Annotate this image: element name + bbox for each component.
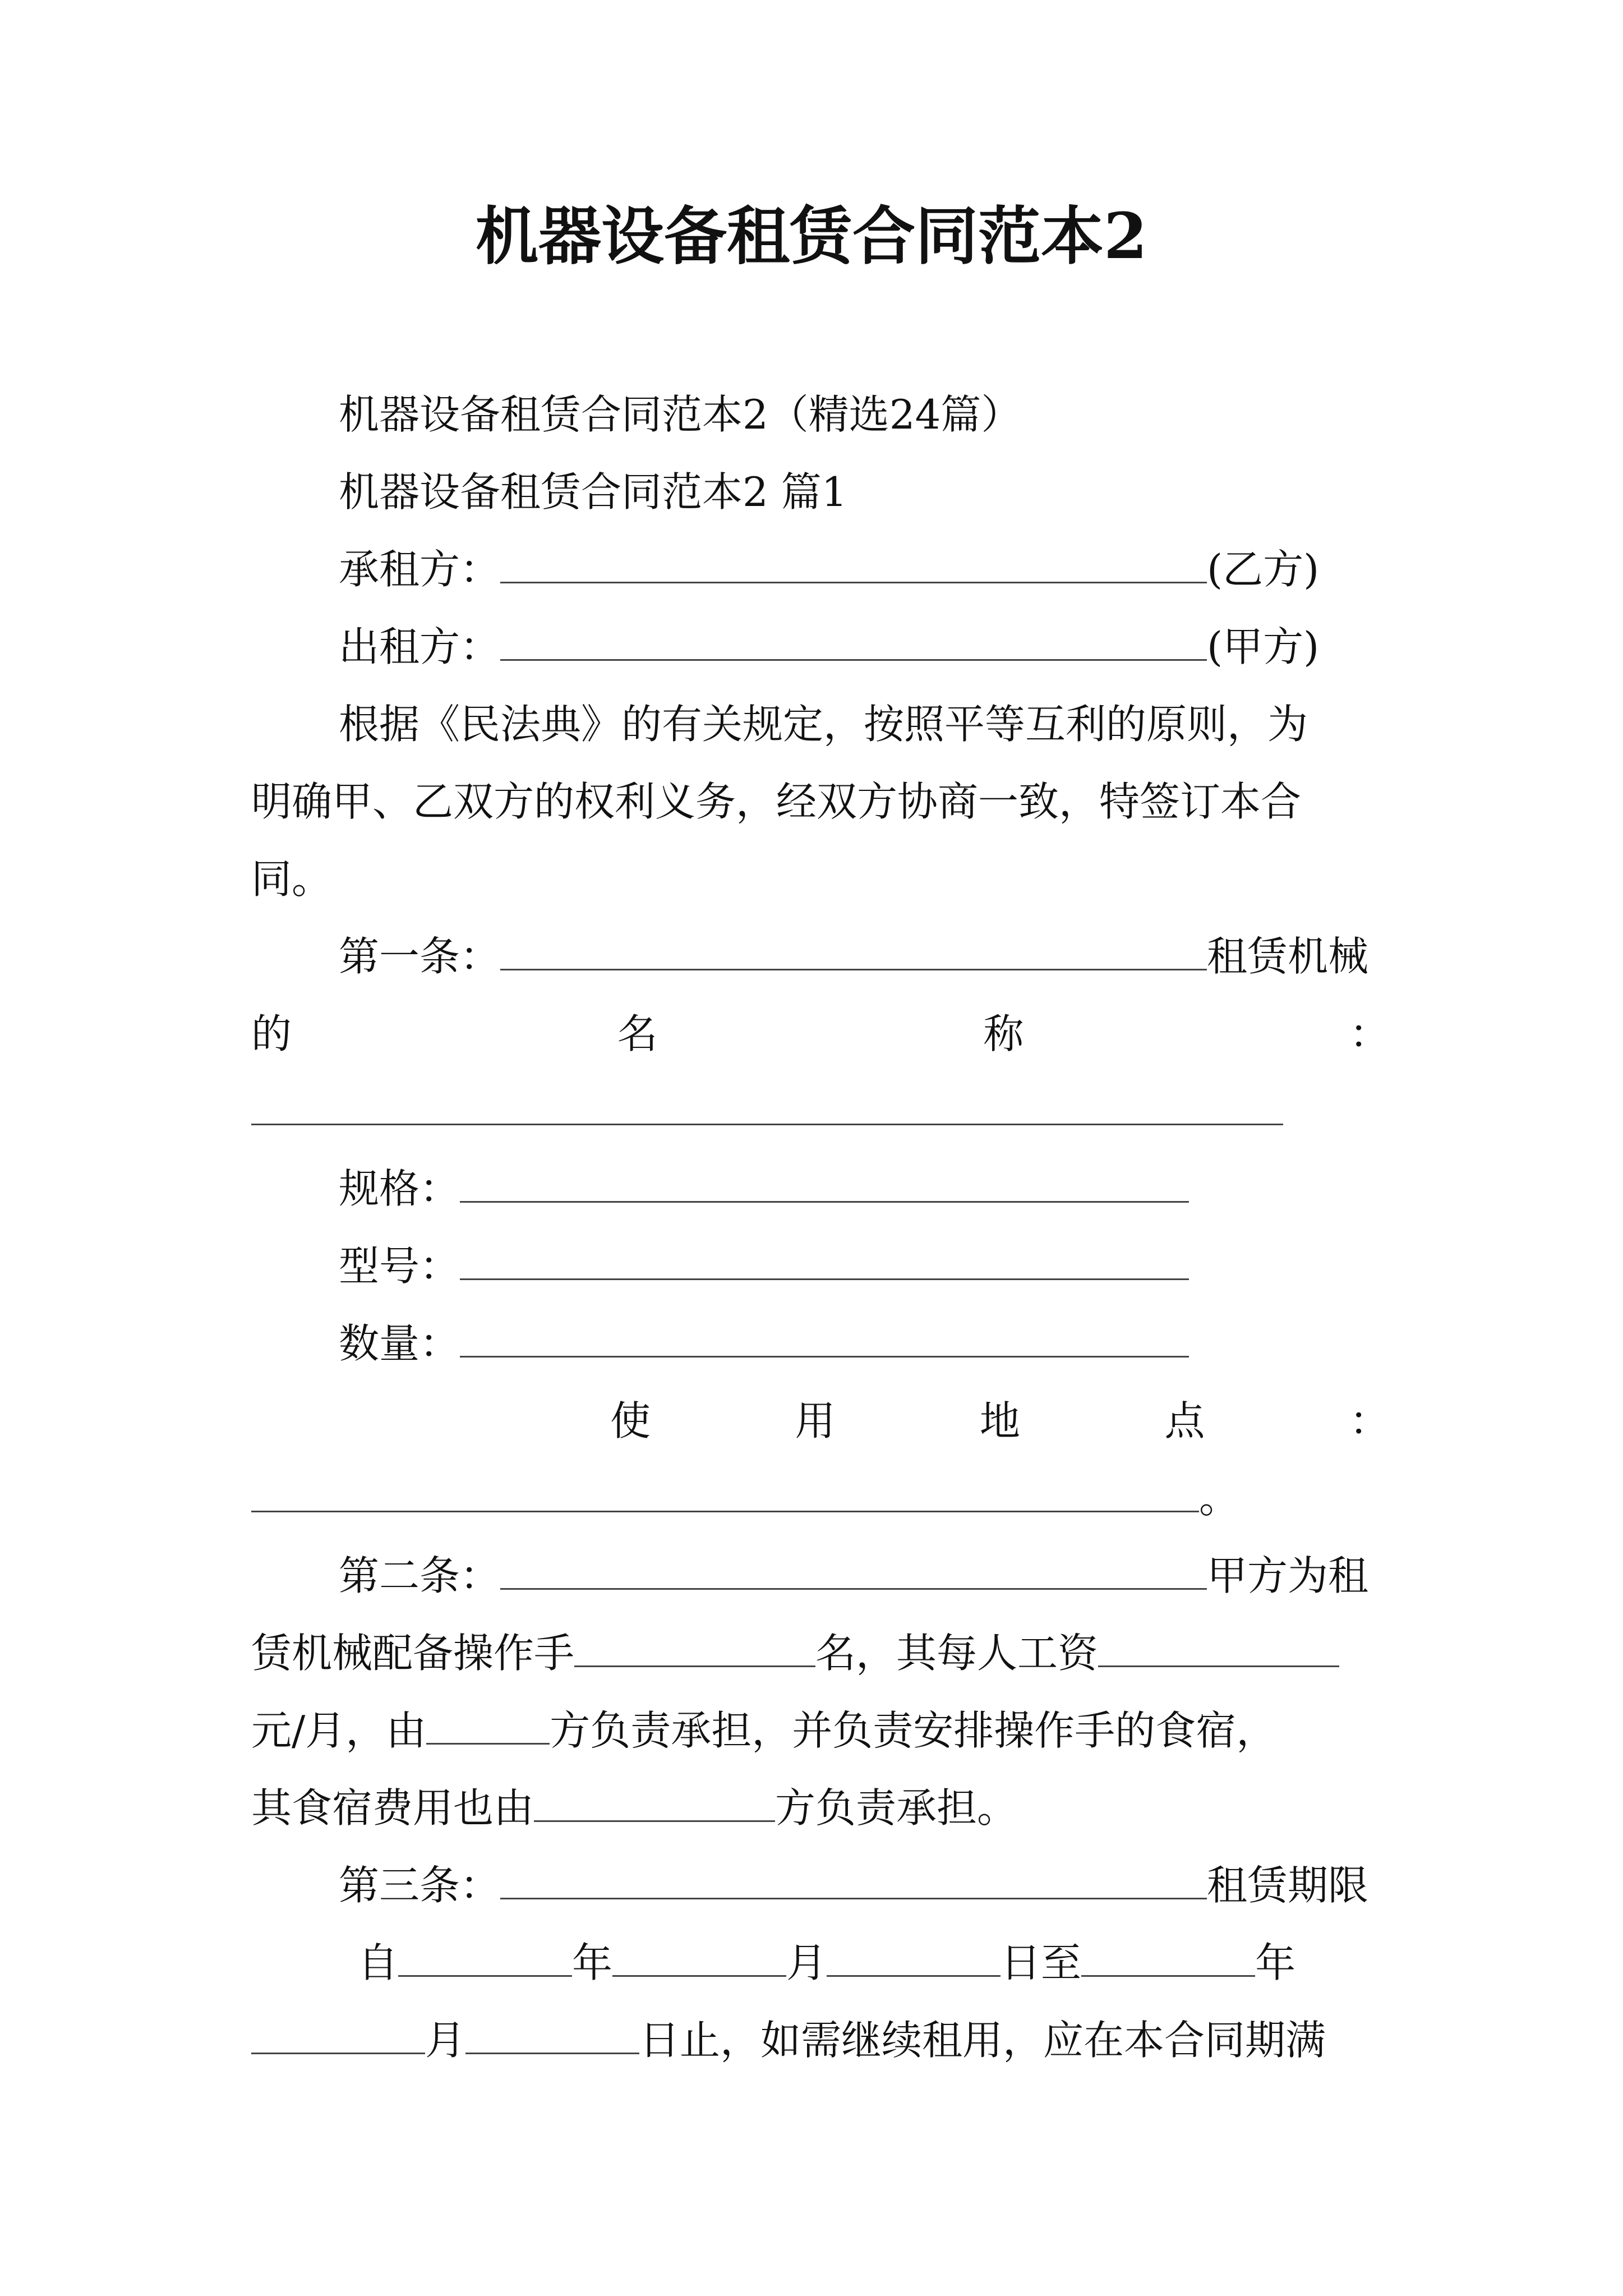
lessee-suffix: (乙方) <box>1207 546 1320 593</box>
end-year-blank[interactable] <box>1081 1930 1255 1977</box>
lodging-party-blank[interactable] <box>534 1775 775 1822</box>
article2-l3a: 元/月，由 <box>251 1707 427 1754</box>
article2-l2a: 赁机械配备操作手 <box>251 1630 575 1677</box>
model-blank[interactable] <box>460 1234 1189 1280</box>
article3-line <box>251 1847 1390 1924</box>
operator-count-blank[interactable] <box>574 1621 815 1667</box>
article3-label: 第三条： <box>339 1862 501 1909</box>
quantity-line <box>251 1305 1390 1382</box>
day-to-label: 日至 <box>1000 1939 1082 1986</box>
article1-name-line <box>251 995 1390 1073</box>
article1-line <box>251 918 1390 995</box>
spec-blank[interactable] <box>460 1156 1189 1203</box>
month2-label: 月 <box>425 2017 466 2064</box>
intro-line-2: 明确甲、乙双方的权利义务，经双方协商一致，特签订本合 <box>251 778 1302 825</box>
name-char-3: 称 <box>983 1010 1024 1057</box>
quantity-label: 数量： <box>339 1320 460 1367</box>
name-char-4: ： <box>1349 1010 1390 1057</box>
lessor-label: 出租方： <box>339 623 501 670</box>
article2-line-4 <box>251 1769 1390 1847</box>
location-char-1: 使 <box>610 1397 651 1444</box>
name-char-1: 的 <box>251 1010 292 1057</box>
article2-l3b: 方负责承担，并负责安排操作手的食宿， <box>550 1707 1277 1754</box>
article2-suffix: 甲方为租 <box>1207 1552 1369 1599</box>
model-label: 型号： <box>339 1243 460 1290</box>
lessee-label: 承租方： <box>339 546 501 593</box>
wage-party-blank[interactable] <box>426 1698 550 1745</box>
spec-line <box>251 1150 1390 1227</box>
end-day-blank[interactable] <box>465 2008 639 2054</box>
lessor-line <box>251 608 1390 685</box>
article1-name-blank-line <box>251 1073 1390 1150</box>
article2-line-2 <box>251 1614 1390 1692</box>
location-char-3: 地 <box>979 1397 1020 1444</box>
article1-suffix: 租赁机械 <box>1207 933 1369 980</box>
location-char-2: 用 <box>795 1397 836 1444</box>
year-label: 年 <box>572 1939 613 1986</box>
location-line <box>251 1382 1390 1460</box>
location-blank-line <box>251 1460 1390 1537</box>
quantity-blank[interactable] <box>460 1311 1189 1358</box>
article1-blank[interactable] <box>500 924 1207 970</box>
article2-l2b: 名，其每人工资 <box>815 1630 1099 1677</box>
article1-label: 第一条： <box>339 933 501 980</box>
article2-line-3 <box>251 1692 1390 1769</box>
article2-blank[interactable] <box>500 1543 1207 1590</box>
spec-label: 规格： <box>339 1165 460 1212</box>
intro-line-1: 根据《民法典》的有关规定，按照平等互利的原则，为 <box>339 701 1308 748</box>
location-end: 。 <box>1199 1475 1240 1522</box>
lessor-suffix: (甲方) <box>1207 623 1320 670</box>
article3-line-3 <box>251 2001 1390 2079</box>
article2-label: 第二条： <box>339 1552 501 1599</box>
lessee-blank[interactable] <box>500 537 1207 583</box>
article3-line-2 <box>251 1924 1390 2001</box>
year2-label: 年 <box>1255 1939 1296 1986</box>
start-day-blank[interactable] <box>827 1930 1000 1977</box>
start-year-blank[interactable] <box>398 1930 572 1977</box>
start-month-blank[interactable] <box>612 1930 786 1977</box>
location-char-5: ： <box>1349 1397 1390 1444</box>
article3-suffix: 租赁期限 <box>1207 1862 1369 1909</box>
subtitle: 机器设备租赁合同范本2（精选24篇） <box>339 391 1022 438</box>
location-char-4: 点 <box>1164 1397 1205 1444</box>
article3-blank[interactable] <box>500 1853 1207 1899</box>
end-month-blank[interactable] <box>251 2008 425 2054</box>
section-heading: 机器设备租赁合同范本2 篇1 <box>339 468 847 516</box>
month-label: 月 <box>786 1939 827 1986</box>
article3-l3b: 日止，如需继续租用，应在本合同期满 <box>639 2017 1326 2064</box>
location-blank[interactable] <box>251 1466 1199 1512</box>
model-line <box>251 1227 1390 1305</box>
document-title: 机器设备租赁合同范本2 <box>476 200 1147 273</box>
lessee-line <box>251 531 1390 608</box>
from-label: 自 <box>358 1939 399 1986</box>
intro-line-3: 同。 <box>251 855 333 903</box>
article2-line <box>251 1537 1390 1614</box>
machine-name-blank[interactable] <box>251 1079 1283 1125</box>
lessor-blank[interactable] <box>500 614 1207 661</box>
article2-l4b: 方负责承担。 <box>775 1784 1018 1832</box>
name-char-2: 名 <box>617 1010 658 1057</box>
wage-blank[interactable] <box>1098 1621 1339 1667</box>
article2-l4a: 其食宿费用也由 <box>251 1784 534 1832</box>
